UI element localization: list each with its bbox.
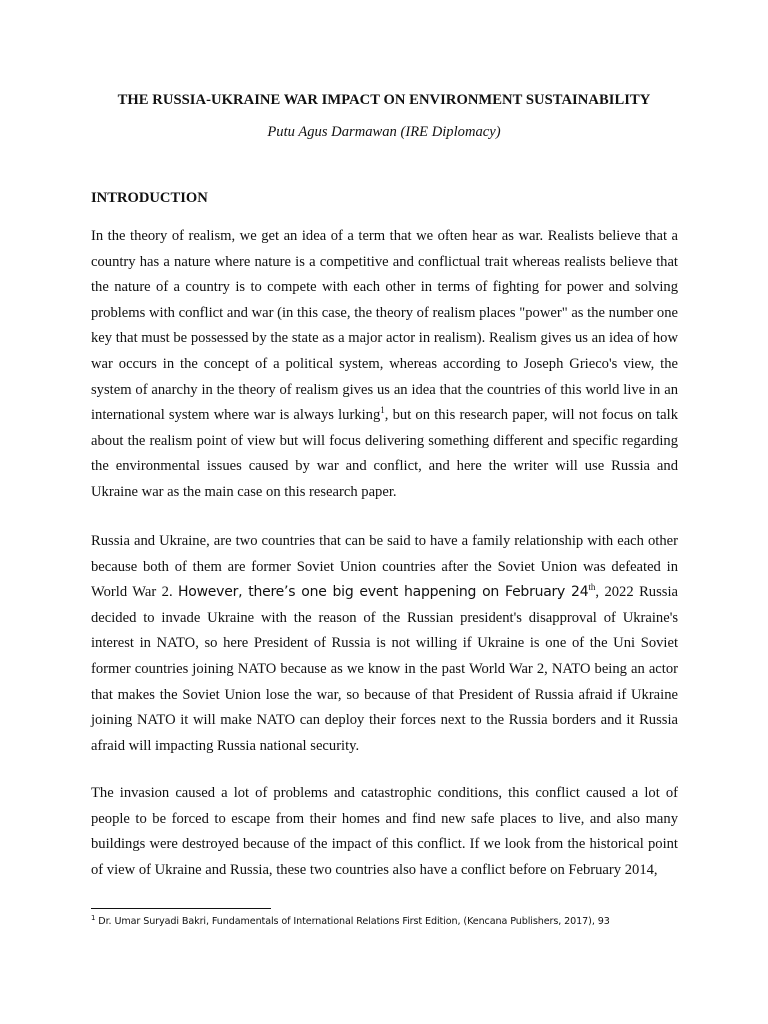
footnote-separator — [91, 908, 271, 909]
author-line: Putu Agus Darmawan (IRE Diplomacy) — [267, 124, 501, 140]
paragraph-1-text-b: , but on this research paper, will not focus on talk about the realism point of view but will focus delivering something different and specific regarding the environmental issues caused by war and conflict, and here the writer will use Russia and Ukraine war as the main case on this research paper. — [91, 407, 679, 500]
paragraph-2-text-a: Russia and Ukraine, are two countries that can be said to have a family relationship with each other because both of them are former Soviet Union countries after the Soviet Union was defeated in World War 2. — [91, 533, 678, 601]
paragraph-3: The invasion caused a lot of problems and catastrophic conditions, this conflict caused a lot of people to be forced to escape from their homes and find new safe places to live, and also many buildings were destroyed because of the impact of this conflict. If we look from the historical point of view of Ukraine and Russia, these two countries also have a conflict before on February 2014, — [91, 785, 678, 878]
paragraph-2-text-b: However, there’s one big event happening on February 24 — [178, 584, 589, 601]
section-heading: INTRODUCTION — [91, 190, 208, 206]
paragraph-2-text-c: , 2022 Russia decided to invade Ukraine with the reason of the Russian president's disapproval of Ukraine's interest in NATO, so here President of Russia is not willing if Ukraine is one of the Uni Soviet former countries joining NATO because as we know in the past World War 2, NATO being an actor that makes the Soviet Union lose the war, so because of that President of Russia afraid if Ukraine joining NATO it will make NATO can deploy their forces next to the Russia borders and it Russia afraid will impacting Russia national security. — [91, 584, 678, 754]
footnote-number: 1 — [91, 913, 96, 922]
footnote-text: Dr. Umar Suryadi Bakri, Fundamentals of International Relations First Edition, (Kencana Publishers, 2017), 93 — [95, 916, 610, 927]
footnote — [91, 913, 691, 927]
paragraph-1 — [91, 224, 678, 506]
document-title: THE RUSSIA-UKRAINE WAR IMPACT ON ENVIRONMENT SUSTAINABILITY — [117, 92, 651, 108]
ordinal-suffix: th — [588, 582, 596, 593]
paragraph-1-text-a: In the theory of realism, we get an idea of a term that we often hear as war. Realists believe that a country has a nature where nature is a competitive and conflictual trait whereas realists believe that the nature of a country is to compete with each other in terms of fighting for power and solving problems with conflict and war (in this case, the theory of realism places "power" as the number one key that must be possessed by the state as a major actor in realism). Realism gives us an idea of how war occurs in the concept of a political system, whereas according to Joseph Grieco's view, the system of anarchy in the theory of realism gives us an idea that the countries of this world live in an international system where war is always lurking — [91, 228, 678, 424]
paragraph-2 — [91, 529, 678, 759]
footnote-reference: 1 — [380, 405, 385, 416]
